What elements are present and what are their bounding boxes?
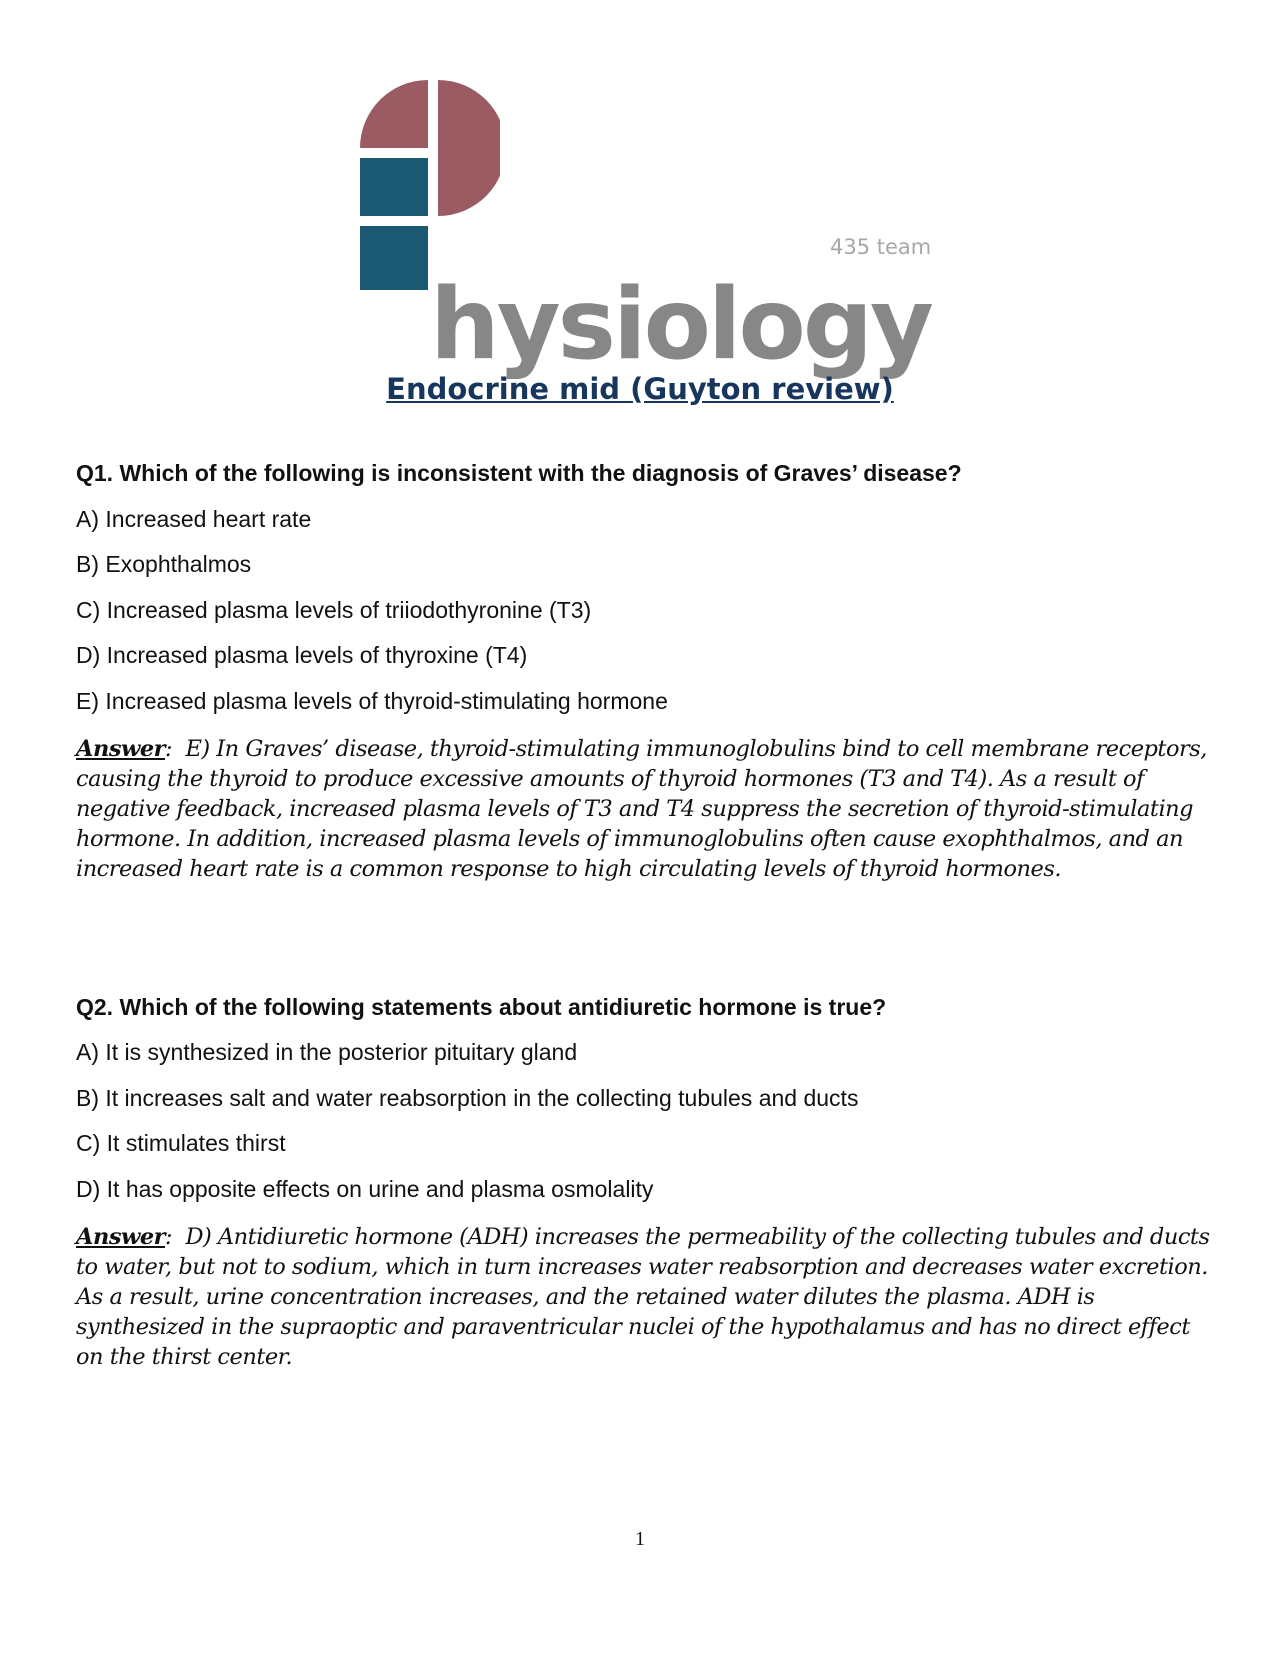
logo-quadrant-right [438,80,500,216]
answer-separator: : [165,736,173,762]
question-2: Q2. Which of the following statements about antidiuretic hormone is true? [76,994,887,1020]
q2-answer [76,1222,1216,1372]
logo-teal-stem [360,226,428,290]
q2-option-d: D) It has opposite effects on urine and plasma osmolality [76,1176,654,1202]
page-number: 1 [635,1528,645,1550]
logo-teal-square [360,158,428,216]
logo-quadrant-top-left [360,80,428,148]
answer-separator: : [165,1224,173,1250]
q2-option-a: A) It is synthesized in the posterior pituitary gland [76,1039,578,1065]
q1-answer [76,734,1216,884]
answer-label: Answer [76,736,166,762]
q1-option-a: A) Increased heart rate [76,506,312,532]
q1-option-d: D) Increased plasma levels of thyroxine (T4) [76,642,528,668]
logo-wordmark: hysiology [430,268,931,382]
q2-answer-text: D) Antidiuretic hormone (ADH) increases the permeability of the collecting tubules and ducts to water, but not to sodium, which in turn increases water reabsorption and decreases water excretion. As a result, urine concentration increases, and the retained water dilutes the plasma. ADH is synthesized in the supraoptic and paraventricular nuclei of the hypothalamus and has no direct effect on the thirst center. [76,1224,1210,1370]
q1-option-b: B) Exophthalmos [76,551,252,577]
logo-emblem [360,80,500,295]
question-1: Q1. Which of the following is inconsistent with the diagnosis of Graves’ disease? [76,460,962,486]
page-title: Endocrine mid (Guyton review) [386,372,894,406]
q1-option-c: C) Increased plasma levels of triiodothyronine (T3) [76,597,592,623]
team-label: 435 team [830,235,932,259]
q1-option-e: E) Increased plasma levels of thyroid-stimulating hormone [76,688,668,714]
answer-label: Answer [76,1224,166,1250]
physiology-logo [360,80,960,382]
q1-answer-text: E) In Graves’ disease, thyroid-stimulating immunoglobulins bind to cell membrane receptors, causing the thyroid to produce excessive amounts of thyroid hormones (T3 and T4). As a result of negative feedback, increased plasma levels of T3 and T4 suppress the secretion of thyroid-stimulating hormone. In addition, increased plasma levels of immunoglobulins often cause exophthalmos, and an increased heart rate is a common response to high circulating levels of thyroid hormones. [76,736,1207,882]
q2-option-c: C) It stimulates thirst [76,1130,286,1156]
q2-option-b: B) It increases salt and water reabsorption in the collecting tubules and ducts [76,1085,859,1111]
